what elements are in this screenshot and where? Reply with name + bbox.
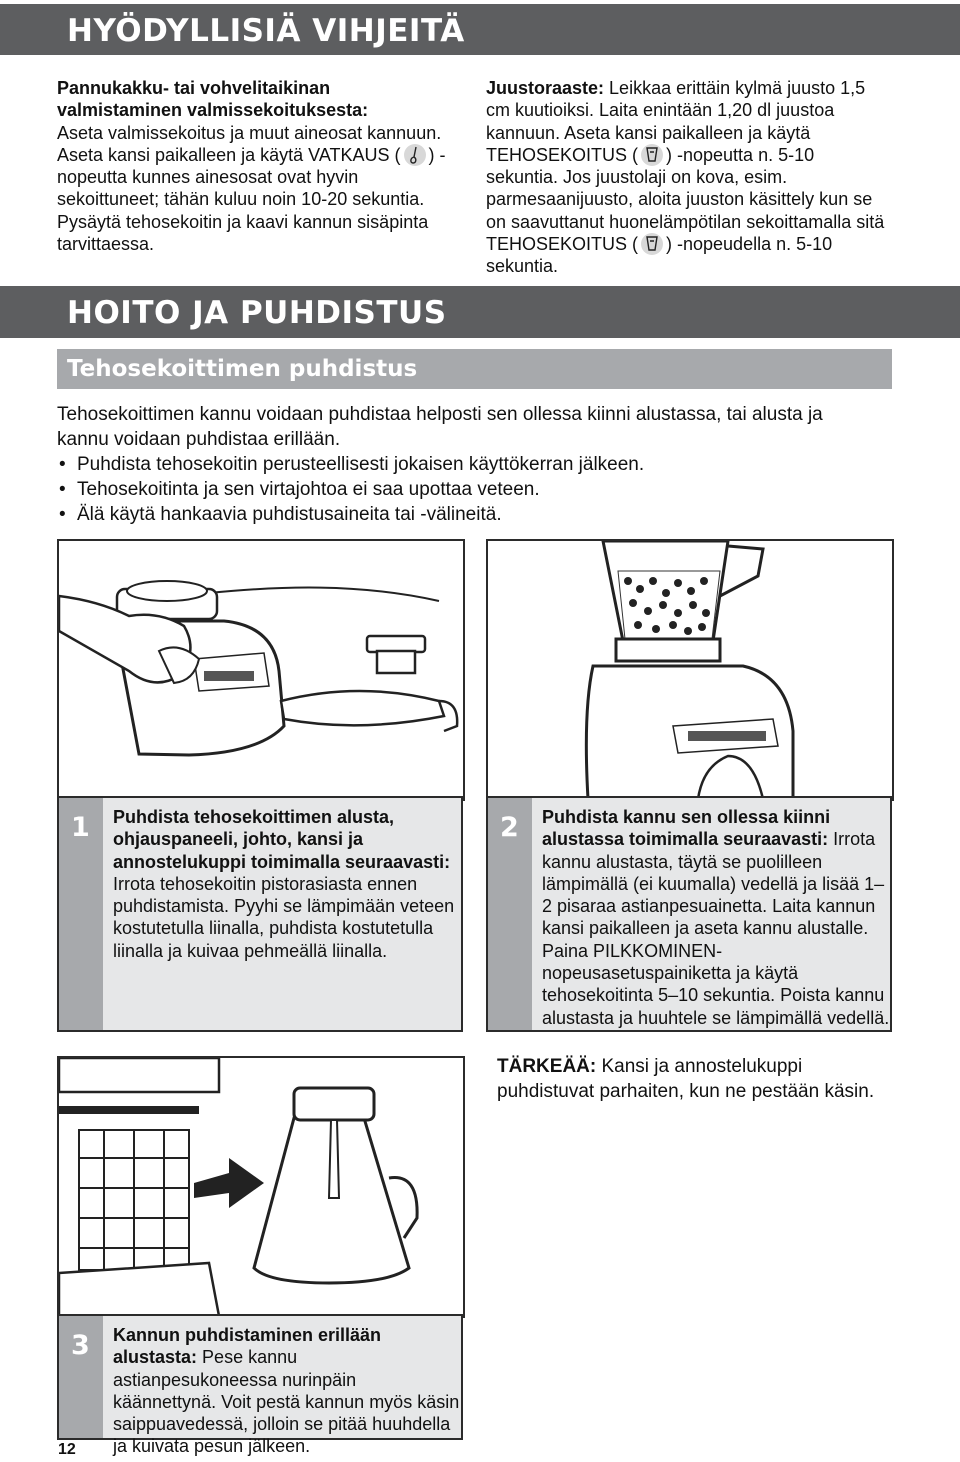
- section-header-care: [0, 286, 960, 338]
- blender-jar-icon: [641, 233, 663, 255]
- bullet-item: • Tehosekoitinta ja sen virtajohtoa ei saa upottaa veteen.: [57, 477, 857, 502]
- step-number: 3: [71, 1330, 90, 1361]
- step-heading: Kannun puhdistaminen erillään alustasta:: [113, 1325, 382, 1368]
- subsection-title: Tehosekoittimen puhdistus: [67, 356, 418, 382]
- dishwasher-illustration: [59, 1058, 463, 1316]
- tip-pancake: [57, 77, 457, 255]
- blender-jar-illustration: [488, 541, 892, 799]
- intro-paragraph: Tehosekoittimen kannu voidaan puhdistaa helposti sen ollessa kiinni alustassa, tai alusta ja kannu voidaan puhdistaa erillään.: [57, 404, 823, 450]
- bullet-item: • Puhdista tehosekoitin perusteellisesti jokaisen käyttökerran jälkeen.: [57, 452, 857, 477]
- blender-jar-icon: [641, 144, 663, 166]
- step-1: [57, 796, 463, 1032]
- blender-base-wipe-illustration: [59, 541, 463, 799]
- section-title: HOITO JA PUHDISTUS: [67, 295, 447, 331]
- step-number-column: [488, 798, 532, 1030]
- step-text: [542, 806, 890, 1029]
- tip-text-cont: ) -nopeutta n. 5-10 sekuntia. Jos juustolaji on kova, esim. parmesaanijuusto, aloita juuston käsittely kun se on saavuttanut huonelämpötilan sekoittamalla sitä TEHOSEKOITUS (: [486, 144, 885, 255]
- step-heading: Puhdista tehosekoittimen alusta, ohjauspaneeli, johto, kansi ja annostelukuppi toimimalla seuraavasti:: [113, 807, 451, 872]
- illustration-jar-on-base: [486, 539, 894, 801]
- step-number: 1: [71, 812, 90, 843]
- tip-text-end: ) -nopeudella n. 5-10 sekuntia.: [486, 234, 833, 277]
- step-text: [113, 1324, 461, 1458]
- tip-text: Leikkaa erittäin kylmä juusto 1,5 cm kuutioiksi. Laita enintään 1,20 dl juustoa kannuun. Aseta kansi paikalleen ja käytä TEHOSEKOITUS (: [486, 78, 866, 165]
- bullet-item: • Älä käytä hankaavia puhdistusaineita tai -välineitä.: [57, 502, 857, 527]
- tip-cheese: [486, 77, 886, 278]
- step-heading: Puhdista kannu sen ollessa kiinni alustassa toimimalla seuraavasti:: [542, 807, 831, 850]
- step-2: [486, 796, 892, 1032]
- important-note: [497, 1054, 897, 1104]
- subsection-header: [57, 349, 892, 389]
- step-number-column: [59, 1316, 103, 1438]
- step-body: Irrota tehosekoitin pistorasiasta ennen puhdistamista. Pyyhi se lämpimään veteen kostutetulla liinalla, puhdista kostutetulla liinalla ja kuivaa pehmeällä liinalla.: [113, 873, 455, 961]
- step-body: Irrota kannu alustasta, täytä se puolilleen lämpimällä (ei kuumalla) vedellä ja lisää 1–2 pisaraa astianpesuainetta. Laita kannun kansi paikalleen ja aseta kannu alustalle. Paina PILKKOMINEN-nopeusasetuspainiketta ja käytä tehosekoitinta 5–10 sekuntia. Poista kannu alustasta ja huuhtele se lämpimällä vedellä.: [542, 829, 890, 1028]
- important-label: TÄRKEÄÄ:: [497, 1056, 597, 1077]
- section-title: HYÖDYLLISIÄ VIHJEITÄ: [67, 13, 465, 49]
- step-number: 2: [500, 812, 519, 843]
- tip-text-cont: ) -nopeutta kunnes ainesosat ovat hyvin sekoittuneet; tähän kuluu noin 10-20 sekuntia. Pysäytä tehosekoitin ja kaavi kannun sisäpinta tarvittaessa.: [57, 144, 446, 255]
- page-number: 12: [58, 1441, 76, 1458]
- tip-heading: Pannukakku- tai vohvelitaikinan valmistaminen valmissekoituksesta:: [57, 78, 369, 121]
- section-header-tips: [0, 4, 960, 55]
- tip-text: Aseta valmissekoitus ja muut aineosat kannuun. Aseta kansi paikalleen ja käytä VATKAUS (: [57, 122, 442, 165]
- step-number-column: [59, 798, 103, 1030]
- whisk-icon: [404, 144, 426, 166]
- cleaning-intro: [57, 402, 857, 527]
- step-body: Pese kannu astianpesukoneessa nurinpäin käännettynä. Voit pestä kannun myös käsin saippuavedessä, jolloin se pitää huuhdella ja kuivata pesun jälkeen.: [113, 1347, 460, 1457]
- tip-heading: Juustoraaste:: [486, 78, 605, 98]
- illustration-dishwasher: [57, 1056, 465, 1318]
- important-text: Kansi ja annostelukuppi puhdistuvat parhaiten, kun ne pestään käsin.: [497, 1056, 875, 1102]
- illustration-wipe-base: [57, 539, 465, 801]
- bullet-list: [57, 452, 857, 527]
- step-text: [113, 806, 461, 962]
